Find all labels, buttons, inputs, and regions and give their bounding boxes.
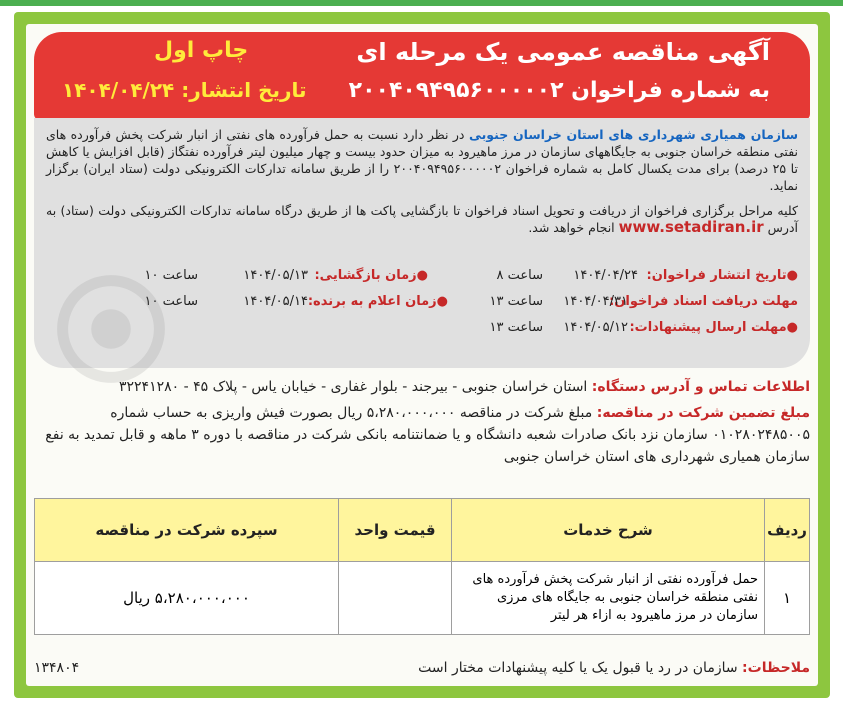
row-description: حمل فرآورده نفتی از انبار شرکت پخش فرآورده های نفتی منطقه خراسان جنوبی به جایگاه های مرزی سازمان در مرز ماهیرود به ازاء هر لیتر xyxy=(452,562,765,635)
notes-line xyxy=(34,660,810,676)
publish-date: تاریخ انتشار: ۱۴۰۴/۰۴/۲۴ xyxy=(62,78,307,102)
winner-time: ساعت ۱۰ xyxy=(144,294,198,309)
top-color-bar xyxy=(0,0,843,6)
submit-label: ●مهلت ارسال پیشنهادات: xyxy=(629,320,798,335)
process-tail: انجام خواهد شد. xyxy=(528,220,615,235)
opening-label: ●زمان بازگشایی: xyxy=(314,268,428,283)
process-text: کلیه مراحل برگزاری فراخوان از دریافت و تحویل اسناد فراخوان تا بازگشایی پاکت ها از طریق درگاه سامانه تدارکات الکترونیکی دولت (ستاد) به آدرس xyxy=(46,203,798,235)
winner-label: ●زمان اعلام به برنده: xyxy=(307,294,448,309)
notes-text: سازمان در رد یا قبول یک یا کلیه پیشنهادات مختار است xyxy=(418,660,738,676)
publish-label: ●تاریخ انتشار فراخوان: xyxy=(646,268,798,283)
print-label: چاپ اول xyxy=(154,38,249,63)
ad-header xyxy=(34,32,810,120)
publish-date-value: ۱۴۰۴/۰۴/۲۴ xyxy=(573,268,638,283)
row-unit-price xyxy=(339,562,452,635)
col-header-unit-price: قیمت واحد xyxy=(339,499,452,562)
table-header-row xyxy=(35,499,810,562)
notes-label: ملاحظات: xyxy=(742,660,810,676)
guarantee-text: مبلغ شرکت در مناقصه ۵،۲۸۰،۰۰۰،۰۰۰ ریال بصورت فیش واریزی به حساب شماره ۰۱۰۲۸۰۲۴۸۵۰۰۵ سازمان نزد بانک صادرات شعبه دانشگاه و یا ضمانتنامه بانکی شرکت در مناقصه با دوره ۳ ماهه و قابل تمدید به نفع سازمان همیاری شهرداری های استان خراسان جنوبی xyxy=(45,405,810,465)
winner-date: ۱۴۰۴/۰۵/۱۴ xyxy=(243,294,308,309)
intro-paragraph xyxy=(46,126,798,194)
receive-label: مهلت دریافت اسناد فراخوان: xyxy=(609,294,798,309)
guarantee-label: مبلغ تضمین شرکت در مناقصه: xyxy=(596,405,810,421)
watermark-logo-icon xyxy=(56,274,166,384)
contact-text: استان خراسان جنوبی - بیرجند - بلوار غفاری - خیابان یاس - پلاک ۴۵ - ۳۲۲۴۱۲۸۰ xyxy=(119,379,588,395)
intro-text: در نظر دارد نسبت به حمل فرآورده های نفتی از انبار شرکت پخش فرآورده های نفتی منطقه خراسان جنوبی به جایگاههای سازمان در مرز ماهیرود به میزان حدود بیست و چهار میلیون لیتر فرآورده نفتگاز (قابل افزایش یا کاهش تا ۲۵ درصد) برای مدت یکسال کامل به شماره فراخوان ۲۰۰۴۰۹۴۹۵۶۰۰۰۰۰۲ را از طریق سامانه تدارکات الکترونیکی دولت (ستاد ایران) برگزار نماید. xyxy=(46,127,798,193)
submit-time: ساعت ۱۳ xyxy=(489,320,543,335)
col-header-index: ردیف xyxy=(765,499,810,562)
call-number: به شماره فراخوان ۲۰۰۴۰۹۴۹۵۶۰۰۰۰۰۲ xyxy=(348,78,770,103)
opening-time: ساعت ۱۰ xyxy=(144,268,198,283)
row-deposit: ۵،۲۸۰،۰۰۰،۰۰۰ ریال xyxy=(35,562,339,635)
ad-code: ۱۳۴۸۰۴ xyxy=(34,660,80,676)
submit-date: ۱۴۰۴/۰۵/۱۲ xyxy=(563,320,628,335)
guarantee-block xyxy=(34,402,810,468)
publish-time: ساعت ۸ xyxy=(496,268,543,283)
services-table xyxy=(34,498,810,635)
contact-line xyxy=(34,376,810,398)
org-name: سازمان همیاری شهرداری های استان خراسان جنوبی xyxy=(468,127,799,142)
row-index: ۱ xyxy=(765,562,810,635)
receive-date: ۱۴۰۴/۰۴/۳۱ xyxy=(563,294,628,309)
col-header-deposit: سپرده شرکت در مناقصه xyxy=(35,499,339,562)
website-link[interactable]: www.setadiran.ir xyxy=(618,218,764,236)
ad-page xyxy=(26,24,818,686)
contact-label: اطلاعات تماس و آدرس دستگاه: xyxy=(591,379,810,395)
ad-title: آگهی مناقصه عمومی یک مرحله ای xyxy=(356,38,770,66)
ad-frame xyxy=(14,12,830,698)
receive-time: ساعت ۱۳ xyxy=(489,294,543,309)
col-header-description: شرح خدمات xyxy=(452,499,765,562)
table-row xyxy=(35,562,810,635)
opening-date: ۱۴۰۴/۰۵/۱۳ xyxy=(243,268,308,283)
process-paragraph xyxy=(46,202,798,236)
